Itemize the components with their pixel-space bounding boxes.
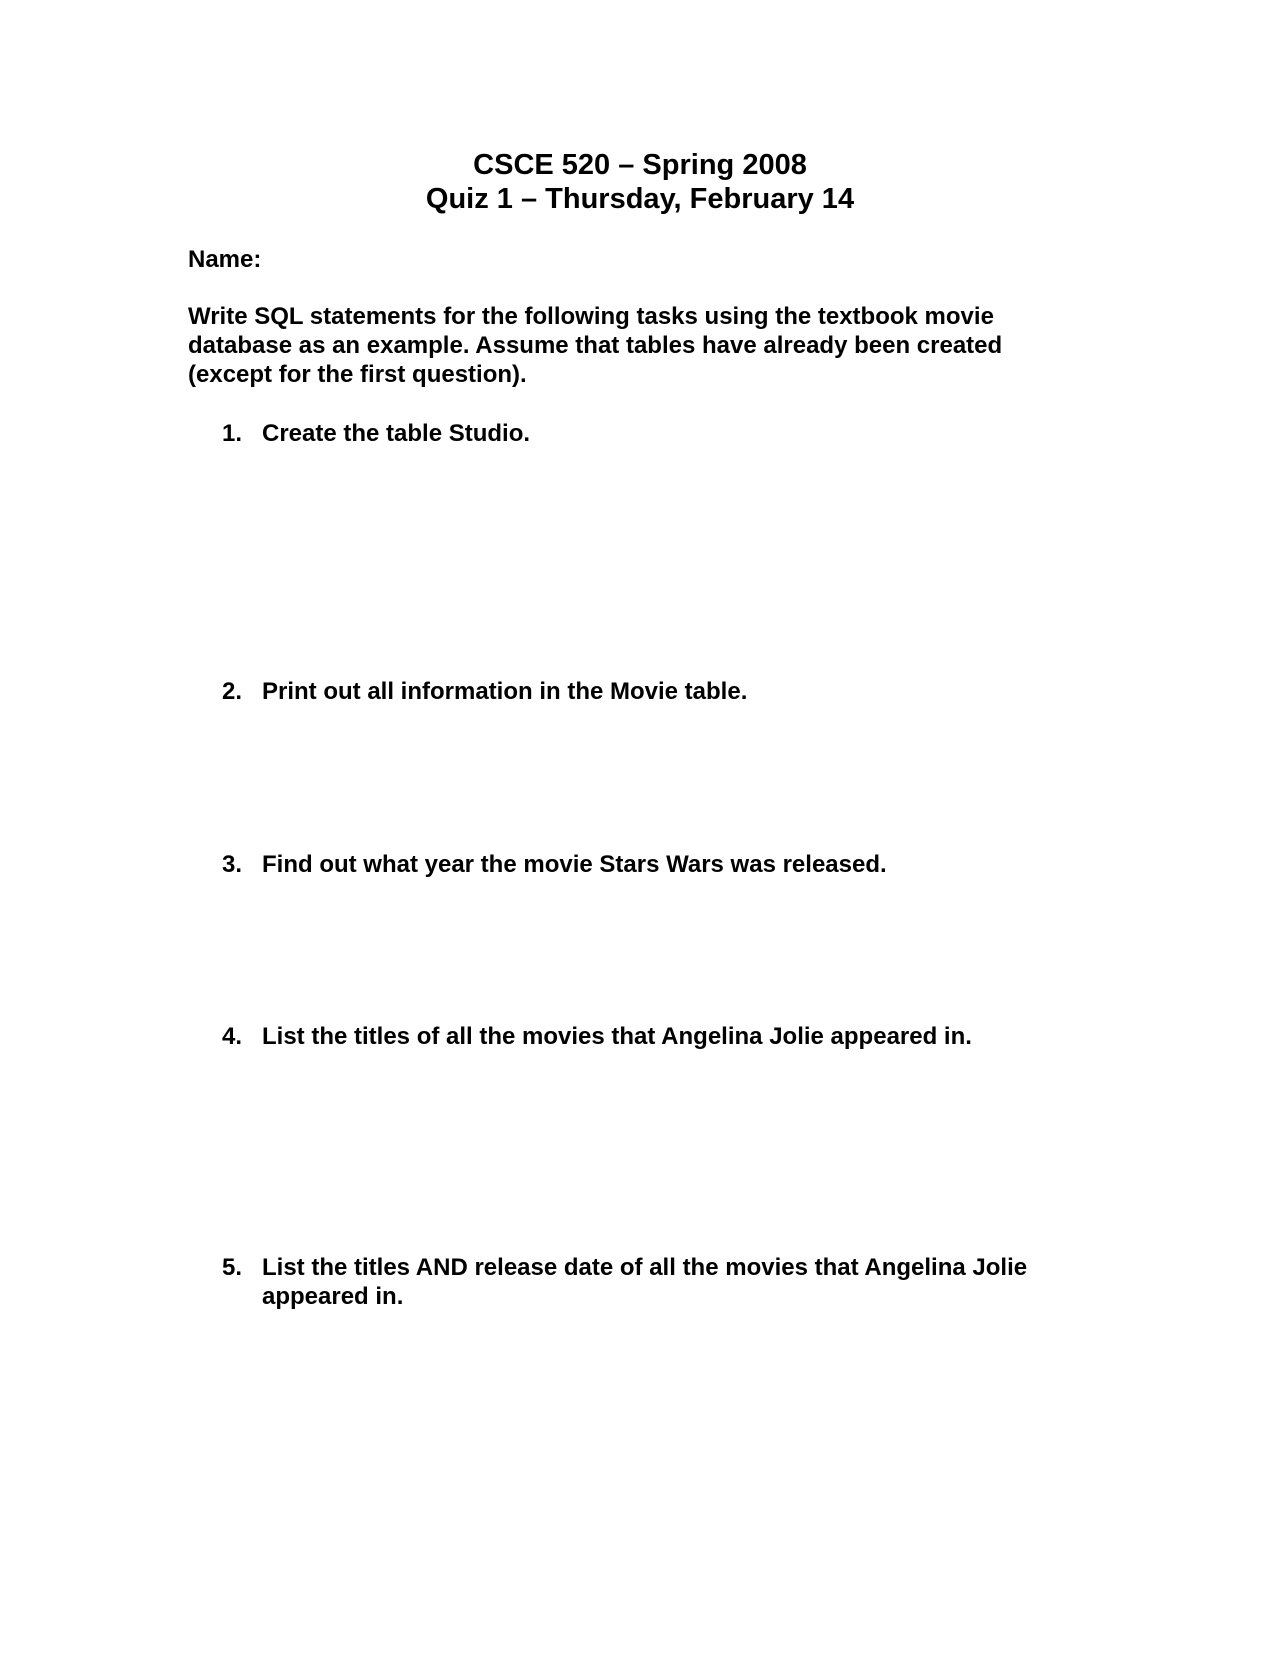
page-title bbox=[0, 148, 1280, 216]
question-4 bbox=[222, 1022, 1082, 1051]
question-number: 1. bbox=[222, 420, 243, 447]
question-text: Find out what year the movie Stars Wars was released. bbox=[262, 851, 887, 878]
name-label: Name: bbox=[188, 246, 262, 273]
question-text: List the titles AND release date of all the movies that Angelina Jolie appeared in. bbox=[262, 1254, 1028, 1310]
quiz-title: Quiz 1 – Thursday, February 14 bbox=[425, 183, 855, 215]
question-number: 3. bbox=[222, 851, 243, 878]
question-5 bbox=[222, 1253, 1082, 1311]
question-number: 5. bbox=[222, 1254, 243, 1281]
question-number: 4. bbox=[222, 1023, 243, 1050]
course-title: CSCE 520 – Spring 2008 bbox=[473, 149, 807, 181]
question-1 bbox=[222, 419, 1082, 448]
question-number: 2. bbox=[222, 678, 243, 705]
question-3 bbox=[222, 850, 1082, 879]
question-text: Create the table Studio. bbox=[262, 420, 531, 447]
question-2 bbox=[222, 677, 1082, 706]
question-text: Print out all information in the Movie table. bbox=[262, 678, 748, 705]
instructions-paragraph: Write SQL statements for the following tasks using the textbook movie database as an example. Assume that tables have already been created (except for the first question). bbox=[188, 303, 1003, 388]
question-text: List the titles of all the movies that Angelina Jolie appeared in. bbox=[262, 1023, 972, 1050]
